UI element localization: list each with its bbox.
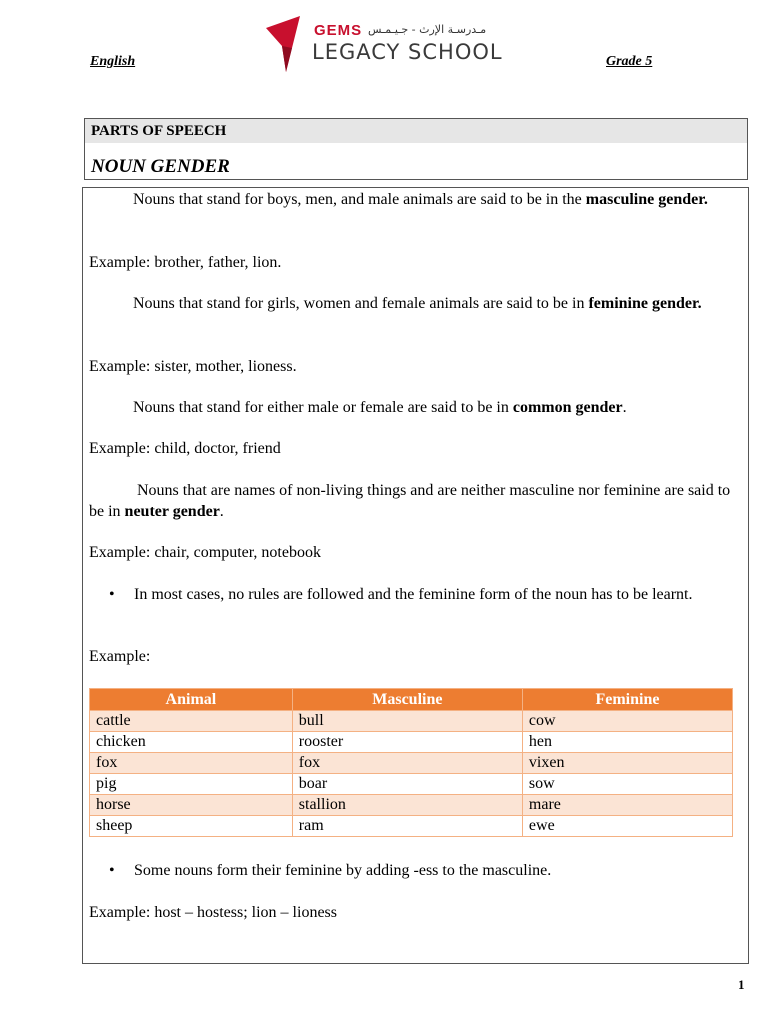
page-number: 1	[738, 977, 745, 992]
feminine-example: Example: sister, mother, lioness.	[89, 358, 297, 375]
flag-icon	[262, 14, 304, 74]
table-cell: ewe	[522, 816, 732, 837]
table-cell: cow	[522, 711, 732, 732]
content-box	[82, 187, 749, 964]
bullet-item: • Some nouns form their feminine by adding -ess to the masculine.	[109, 862, 552, 879]
example-last: Example: host – hostess; lion – lioness	[89, 904, 337, 921]
bullet-icon: •	[109, 586, 115, 603]
gender-table	[89, 688, 733, 837]
subject-label: English	[90, 54, 136, 69]
table-row	[90, 774, 733, 795]
table-row	[90, 732, 733, 753]
table-cell: sow	[522, 774, 732, 795]
table-row	[90, 795, 733, 816]
table-cell: boar	[292, 774, 522, 795]
table-cell: stallion	[292, 795, 522, 816]
table-cell: sheep	[90, 816, 293, 837]
table-cell: hen	[522, 732, 732, 753]
feminine-definition: Nouns that stand for girls, women and female animals are said to be in feminine gender.	[133, 295, 702, 312]
logo-brand: GEMS	[314, 22, 363, 39]
table-cell: rooster	[292, 732, 522, 753]
table-row	[90, 711, 733, 732]
table-cell: horse	[90, 795, 293, 816]
table-row	[90, 816, 733, 837]
table-cell: fox	[292, 753, 522, 774]
masculine-definition: Nouns that stand for boys, men, and male animals are said to be in the masculine gender.	[133, 191, 708, 208]
example-label: Example:	[89, 648, 151, 665]
table-row	[90, 753, 733, 774]
table-cell: vixen	[522, 753, 732, 774]
table-cell: cattle	[90, 711, 293, 732]
logo-school-name: LEGACY SCHOOL	[312, 40, 503, 64]
column-header-animal: Animal	[90, 689, 293, 711]
page-title: NOUN GENDER	[91, 156, 230, 177]
column-header-feminine: Feminine	[522, 689, 732, 711]
masculine-example: Example: brother, father, lion.	[89, 254, 282, 271]
logo-arabic-text: مـدرسـة الإرث - جـيـمـس	[368, 23, 487, 36]
table-cell: pig	[90, 774, 293, 795]
grade-label: Grade 5	[606, 54, 653, 69]
common-example: Example: child, doctor, friend	[89, 440, 281, 457]
common-definition: Nouns that stand for either male or female are said to be in common gender.	[133, 399, 627, 416]
column-header-masculine: Masculine	[292, 689, 522, 711]
title-box	[84, 118, 748, 180]
neuter-definition: Nouns that are names of non-living things and are neither masculine nor feminine are said to be in neuter gender.	[89, 482, 731, 520]
neuter-example: Example: chair, computer, notebook	[89, 544, 321, 561]
table-cell: mare	[522, 795, 732, 816]
table-cell: chicken	[90, 732, 293, 753]
table-cell: ram	[292, 816, 522, 837]
table-cell: fox	[90, 753, 293, 774]
table-cell: bull	[292, 711, 522, 732]
bullet-icon: •	[109, 862, 115, 879]
table-header-row	[90, 689, 733, 711]
category-heading: PARTS OF SPEECH	[91, 123, 227, 139]
school-logo	[262, 14, 512, 76]
bullet-item: • In most cases, no rules are followed and the feminine form of the noun has to be learnt.	[109, 586, 693, 603]
